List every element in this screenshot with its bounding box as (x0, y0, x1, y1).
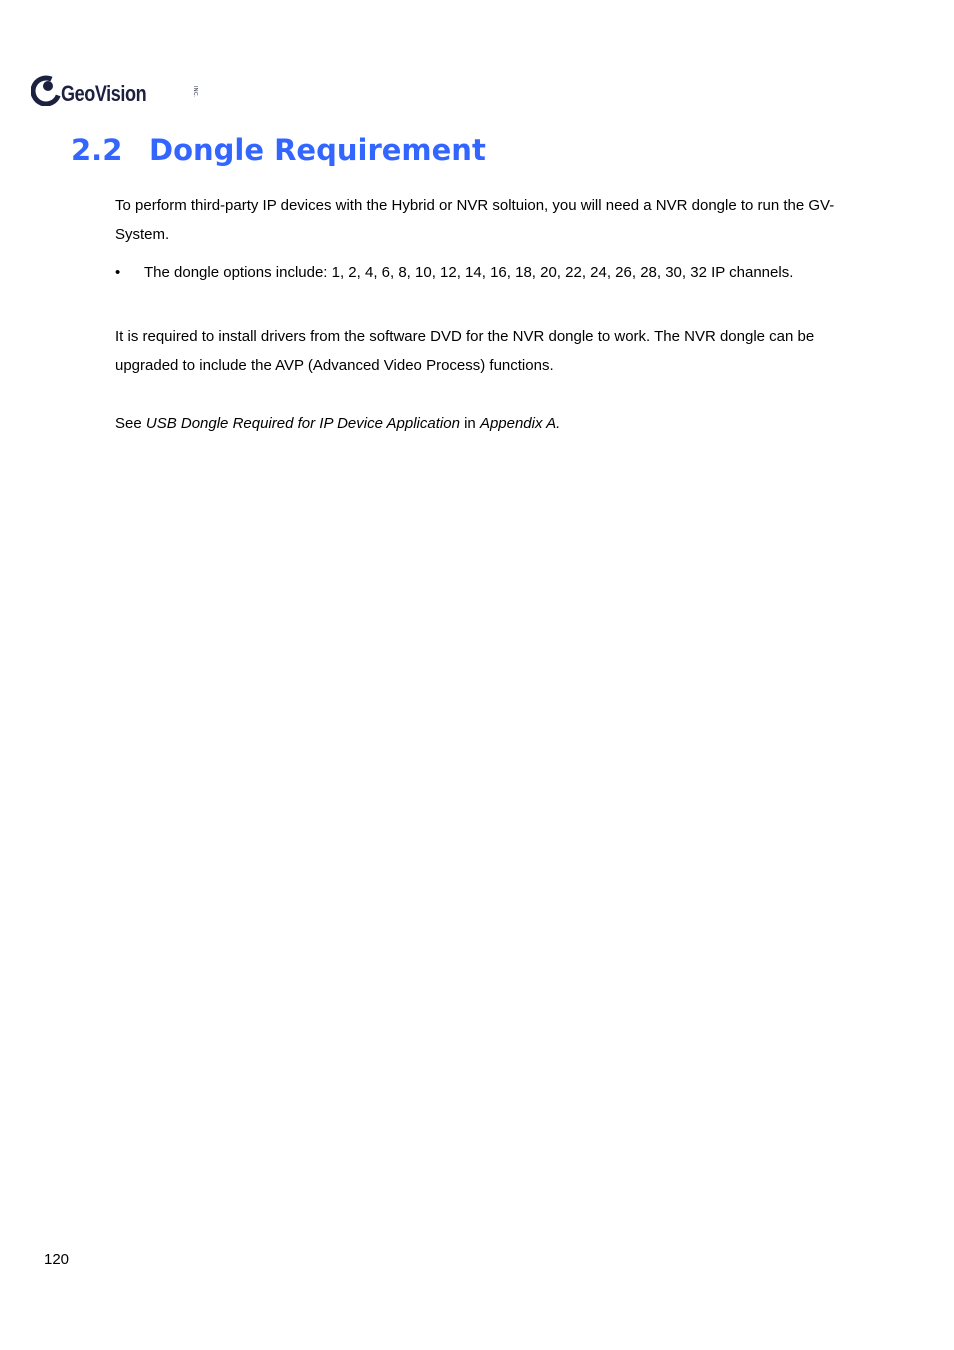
driver-paragraph: It is required to install drivers from the software DVD for the NVR dongle to work. The NVR dongle can be upgraded to include the AVP (Advanced Video Process) functions. (115, 328, 815, 374)
see-prefix: See (115, 415, 146, 432)
see-reference (115, 409, 845, 438)
logo-wordmark: GeoVision (61, 81, 147, 106)
page-number: 120 (44, 1251, 70, 1268)
see-middle: in (459, 415, 480, 432)
geovision-logo (31, 72, 198, 108)
reference-appendix: Appendix A. (479, 415, 561, 432)
bullet-text: The dongle options include: 1, 2, 4, 6, 8, 10, 12, 14, 16, 18, 20, 22, 24, 26, 28, 30, 32 IP channels. (144, 264, 794, 281)
reference-doc-title: USB Dongle Required for IP Device Application (145, 415, 460, 432)
logo-inc-mark: INC. (192, 86, 198, 98)
intro-paragraph: To perform third-party IP devices with the Hybrid or NVR soltuion, you will need a NVR dongle to run the GV-System. (115, 197, 835, 243)
bullet-icon: • (115, 264, 121, 281)
section-heading (71, 133, 486, 167)
section-title: Dongle Requirement (149, 133, 486, 167)
geovision-globe-icon (31, 74, 63, 106)
section-number: 2.2 (71, 133, 123, 167)
